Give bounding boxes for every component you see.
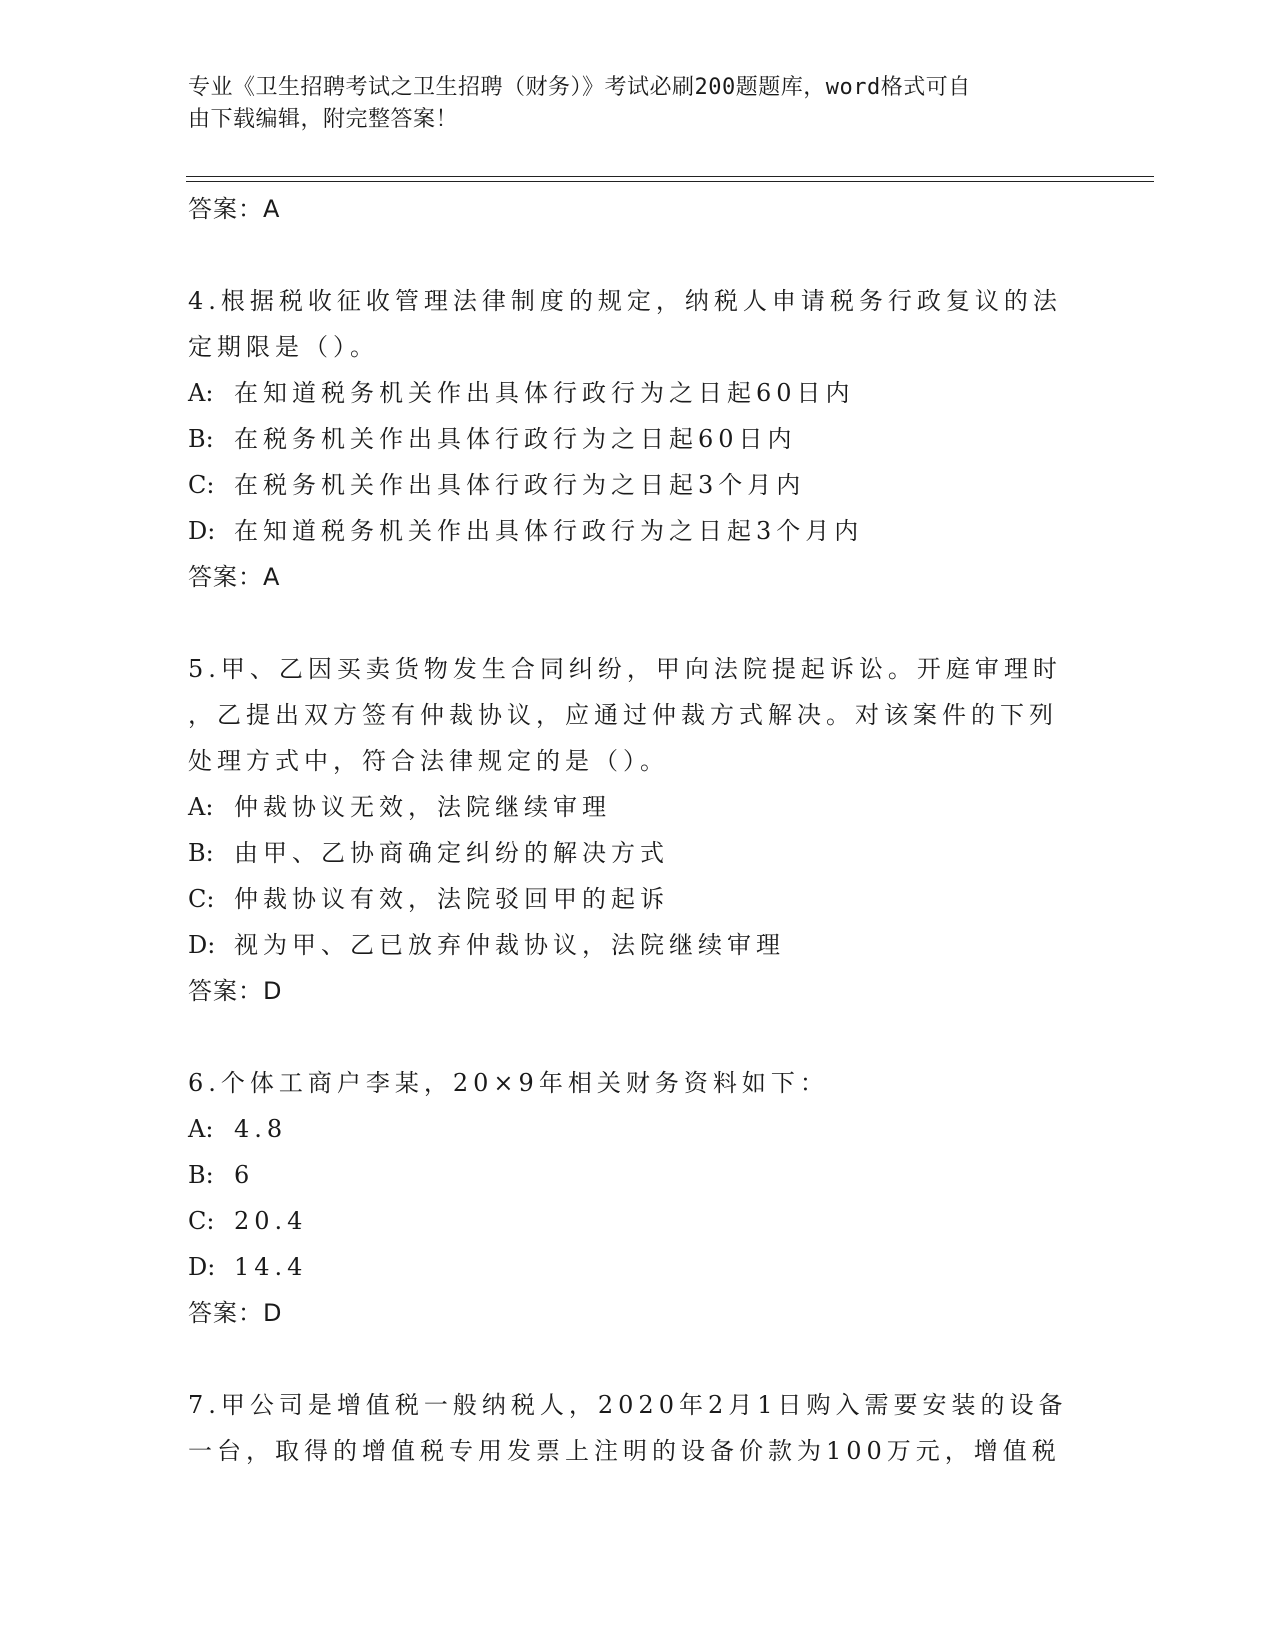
option-text: 6 bbox=[234, 1161, 255, 1189]
question-6-option-c bbox=[188, 1198, 1088, 1244]
question-5-stem-line-2: ，乙提出双方签有仲裁协议，应通过仲裁方式解决。对该案件的下列 bbox=[188, 701, 1058, 729]
spacer bbox=[188, 1014, 1088, 1060]
question-7-stem-line-1: 7.甲公司是增值税一般纳税人，2020年2月1日购入需要安装的设备 bbox=[188, 1391, 1068, 1419]
option-text: 仲裁协议有效，法院驳回甲的起诉 bbox=[234, 885, 669, 913]
option-key: D: bbox=[188, 1253, 216, 1281]
question-4 bbox=[188, 278, 1088, 600]
question-6 bbox=[188, 1060, 1088, 1336]
header-divider-bottom bbox=[186, 181, 1154, 182]
option-key: B: bbox=[188, 839, 214, 867]
spacer bbox=[188, 232, 1088, 278]
option-text: 4.8 bbox=[234, 1115, 288, 1143]
option-text: 在知道税务机关作出具体行政行为之日起3个月内 bbox=[234, 517, 864, 545]
document-header bbox=[188, 72, 1068, 136]
spacer bbox=[188, 1336, 1088, 1382]
question-6-option-b bbox=[188, 1152, 1088, 1198]
option-text: 20.4 bbox=[234, 1207, 308, 1235]
header-divider-top bbox=[186, 176, 1154, 177]
answer-q3: 答案：A bbox=[188, 195, 281, 223]
question-6-option-a bbox=[188, 1106, 1088, 1152]
question-6-option-d bbox=[188, 1244, 1088, 1290]
question-6-stem-line-1: 6.个体工商户李某，20×9年相关财务资料如下： bbox=[188, 1069, 829, 1097]
answer-q4: 答案：A bbox=[188, 563, 281, 591]
option-key: B: bbox=[188, 425, 214, 453]
spacer bbox=[188, 600, 1088, 646]
question-4-option-a bbox=[188, 370, 1088, 416]
option-text: 在税务机关作出具体行政行为之日起60日内 bbox=[234, 425, 797, 453]
question-5-stem-line-3: 处理方式中，符合法律规定的是（）。 bbox=[188, 747, 669, 775]
question-list bbox=[188, 186, 1088, 1474]
option-text: 由甲、乙协商确定纠纷的解决方式 bbox=[234, 839, 669, 867]
header-line-1: 专业《卫生招聘考试之卫生招聘（财务）》考试必刷200题题库，word格式可自 bbox=[188, 75, 971, 100]
option-key: C: bbox=[188, 1207, 215, 1235]
question-5-option-b bbox=[188, 830, 1088, 876]
option-key: A: bbox=[188, 379, 214, 407]
header-line-2: 由下载编辑，附完整答案！ bbox=[188, 107, 459, 132]
option-key: D: bbox=[188, 517, 216, 545]
question-5-option-a bbox=[188, 784, 1088, 830]
answer-q6: 答案：D bbox=[188, 1299, 283, 1327]
question-4-option-b bbox=[188, 416, 1088, 462]
option-text: 14.4 bbox=[234, 1253, 308, 1281]
option-key: C: bbox=[188, 471, 215, 499]
question-5-option-d bbox=[188, 922, 1088, 968]
question-5-stem-line-1: 5.甲、乙因买卖货物发生合同纠纷，甲向法院提起诉讼。开庭审理时 bbox=[188, 655, 1062, 683]
option-key: C: bbox=[188, 885, 215, 913]
question-5 bbox=[188, 646, 1088, 1014]
option-text: 视为甲、乙已放弃仲裁协议，法院继续审理 bbox=[234, 931, 785, 959]
option-key: A: bbox=[188, 1115, 214, 1143]
question-7-stem-line-2: 一台，取得的增值税专用发票上注明的设备价款为100万元，增值税 bbox=[188, 1437, 1061, 1465]
question-4-option-c bbox=[188, 462, 1088, 508]
option-text: 仲裁协议无效，法院继续审理 bbox=[234, 793, 611, 821]
question-5-option-c bbox=[188, 876, 1088, 922]
question-4-option-d bbox=[188, 508, 1088, 554]
question-4-stem-line-2: 定期限是（）。 bbox=[188, 333, 379, 361]
option-text: 在知道税务机关作出具体行政行为之日起60日内 bbox=[234, 379, 855, 407]
answer-q5: 答案：D bbox=[188, 977, 283, 1005]
option-text: 在税务机关作出具体行政行为之日起3个月内 bbox=[234, 471, 806, 499]
option-key: B: bbox=[188, 1161, 214, 1189]
option-key: A: bbox=[188, 793, 214, 821]
option-key: D: bbox=[188, 931, 216, 959]
question-4-stem-line-1: 4.根据税收征收管理法律制度的规定，纳税人申请税务行政复议的法 bbox=[188, 287, 1062, 315]
question-7 bbox=[188, 1382, 1088, 1474]
